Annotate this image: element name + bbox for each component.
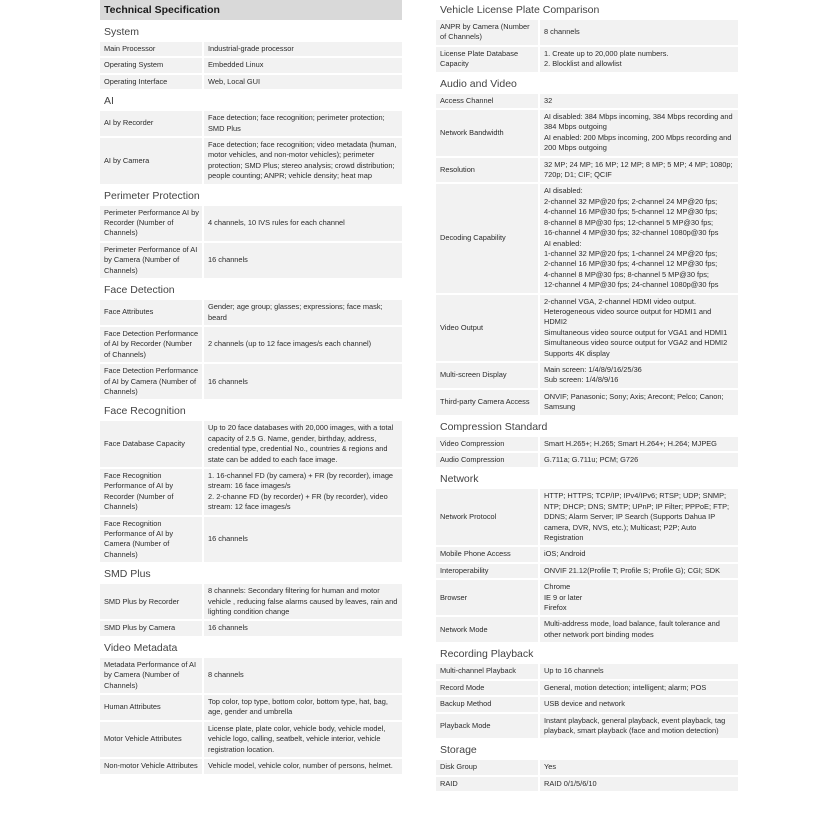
spec-label: Network Protocol bbox=[436, 489, 538, 545]
right-column bbox=[436, 0, 738, 793]
spec-row-face-database-capacity bbox=[100, 421, 402, 467]
spec-row-raid bbox=[436, 777, 738, 791]
spec-label: ANPR by Camera (Number of Channels) bbox=[436, 20, 538, 45]
spec-label: Video Compression bbox=[436, 437, 538, 451]
spec-row-license-plate-database-capacity bbox=[436, 47, 738, 72]
spec-value: AI disabled: 2-channel 32 MP@20 fps; 2-channel 24 MP@20 fps; 4-channel 16 MP@30 fps; 5-channel 12 MP@30 fps; 8-channel 8 MP@30 fps; 12-channel 5 MP@30 fps; 16-channel 4 MP@30 fps; 32-channel 1080p@30 fps AI enabled: 1-channel 32 MP@20 fps; 1-channel 24 MP@20 fps; 2-channel 16 MP@30 fps; 4-channel 12 MP@30 fps; 4-channel 8 MP@30 fps; 8-channel 5 MP@30 fps; 12-channel 4 MP@30 fps; 24-channel 1080p@30 fps bbox=[540, 184, 738, 292]
spec-value: Main screen: 1/4/8/9/16/25/36 Sub screen: 1/4/8/9/16 bbox=[540, 363, 738, 388]
spec-label: Face Database Capacity bbox=[100, 421, 202, 467]
section-header-network: Network bbox=[440, 473, 479, 486]
section-header-perimeter-protection: Perimeter Protection bbox=[104, 189, 200, 202]
spec-value: iOS; Android bbox=[540, 547, 738, 561]
spec-value: 32 MP; 24 MP; 16 MP; 12 MP; 8 MP; 5 MP; 4 MP; 1080p; 720p; D1; CIF; QCIF bbox=[540, 158, 738, 183]
section-header-ai: AI bbox=[104, 95, 114, 108]
spec-value: Up to 16 channels bbox=[540, 664, 738, 678]
spec-label: Face Detection Performance of AI by Recorder (Number of Channels) bbox=[100, 327, 202, 362]
spec-row-face-attributes bbox=[100, 300, 402, 325]
spec-row-perimeter-performance-of-ai-by-camera-number-of-channels bbox=[100, 243, 402, 278]
spec-label: Audio Compression bbox=[436, 453, 538, 467]
spec-row-smd-plus-by-camera bbox=[100, 621, 402, 635]
spec-row-resolution bbox=[436, 158, 738, 183]
spec-value: RAID 0/1/5/6/10 bbox=[540, 777, 738, 791]
spec-value: USB device and network bbox=[540, 697, 738, 711]
spec-label: Face Detection Performance of AI by Camera (Number of Channels) bbox=[100, 364, 202, 399]
spec-value: 16 channels bbox=[204, 243, 402, 278]
spec-value: Instant playback, general playback, event playback, tag playback, smart playback (face and motion detection) bbox=[540, 714, 738, 739]
spec-row-face-detection-performance-of-ai-by-camera-number-of-channels bbox=[100, 364, 402, 399]
spec-row-anpr-by-camera-number-of-channels bbox=[436, 20, 738, 45]
section-header-vehicle-license-plate-comparison: Vehicle License Plate Comparison bbox=[440, 4, 600, 16]
spec-label: AI by Recorder bbox=[100, 111, 202, 136]
spec-row-multi-channel-playback bbox=[436, 664, 738, 678]
spec-row-face-recognition-performance-of-ai-by-camera-number-of-channels bbox=[100, 517, 402, 563]
spec-row-network-bandwidth bbox=[436, 110, 738, 156]
section-header-audio-and-video: Audio and Video bbox=[440, 77, 517, 90]
section-header-recording-playback: Recording Playback bbox=[440, 648, 534, 661]
spec-label: Network Bandwidth bbox=[436, 110, 538, 156]
section-header-compression-standard: Compression Standard bbox=[440, 420, 548, 433]
section-header-video-metadata: Video Metadata bbox=[104, 641, 178, 654]
spec-value: 8 channels: Secondary filtering for human and motor vehicle , reducing false alarms caused by leaves, rain and lighting condition change bbox=[204, 584, 402, 619]
spec-value: 8 channels bbox=[204, 658, 402, 693]
spec-value: Industrial-grade processor bbox=[204, 42, 402, 56]
spec-row-operating-interface bbox=[100, 75, 402, 89]
spec-label: Mobile Phone Access bbox=[436, 547, 538, 561]
spec-label: Operating Interface bbox=[100, 75, 202, 89]
spec-row-network-mode bbox=[436, 617, 738, 642]
spec-label: Main Processor bbox=[100, 42, 202, 56]
spec-value: AI disabled: 384 Mbps incoming, 384 Mbps recording and 384 Mbps outgoing AI enabled: 200 Mbps incoming, 200 Mbps recording and 200 Mbps outgoing bbox=[540, 110, 738, 156]
spec-value: Embedded Linux bbox=[204, 58, 402, 72]
spec-label: Face Recognition Performance of AI by Camera (Number of Channels) bbox=[100, 517, 202, 563]
spec-value: General, motion detection; intelligent; alarm; POS bbox=[540, 681, 738, 695]
spec-value: Vehicle model, vehicle color, number of persons, helmet. bbox=[204, 759, 402, 773]
spec-value: 2-channel VGA, 2-channel HDMI video output. Heterogeneous video source output for HDMI1 and HDMI2 Simultaneous video source output for VGA1 and HDMI1 Simultaneous video source output for VGA2 and HDMI2 Supports 4K display bbox=[540, 295, 738, 361]
spec-row-disk-group bbox=[436, 760, 738, 774]
spec-label: Perimeter Performance of AI by Camera (Number of Channels) bbox=[100, 243, 202, 278]
spec-label: Backup Method bbox=[436, 697, 538, 711]
spec-value: Yes bbox=[540, 760, 738, 774]
spec-value: ONVIF 21.12(Profile T; Profile S; Profile G); CGI; SDK bbox=[540, 564, 738, 578]
spec-label: Operating System bbox=[100, 58, 202, 72]
spec-label: Network Mode bbox=[436, 617, 538, 642]
spec-label: Interoperability bbox=[436, 564, 538, 578]
spec-value: 1. Create up to 20,000 plate numbers. 2. Blocklist and allowlist bbox=[540, 47, 738, 72]
spec-value: Web, Local GUI bbox=[204, 75, 402, 89]
spec-row-metadata-performance-of-ai-by-camera-number-of-channels bbox=[100, 658, 402, 693]
spec-row-record-mode bbox=[436, 681, 738, 695]
spec-value: 32 bbox=[540, 94, 738, 108]
spec-value: ONVIF; Panasonic; Sony; Axis; Arecont; Pelco; Canon; Samsung bbox=[540, 390, 738, 415]
spec-row-network-protocol bbox=[436, 489, 738, 545]
spec-row-multi-screen-display bbox=[436, 363, 738, 388]
spec-row-video-output bbox=[436, 295, 738, 361]
spec-label: Video Output bbox=[436, 295, 538, 361]
spec-label: Metadata Performance of AI by Camera (Number of Channels) bbox=[100, 658, 202, 693]
spec-value: Multi-address mode, load balance, fault tolerance and other network port binding modes bbox=[540, 617, 738, 642]
spec-label: Decoding Capability bbox=[436, 184, 538, 292]
spec-value: HTTP; HTTPS; TCP/IP; IPv4/IPv6; RTSP; UDP; SNMP; NTP; DHCP; DNS; SMTP; UPnP; IP Filter; PPPoE; FTP; DDNS; Alarm Server; IP Search (Supports Dahua IP camera, DVR, NVS, etc.); Multicast; P2P; Auto Registration bbox=[540, 489, 738, 545]
spec-label: RAID bbox=[436, 777, 538, 791]
spec-value: Gender; age group; glasses; expressions; face mask; beard bbox=[204, 300, 402, 325]
spec-row-smd-plus-by-recorder bbox=[100, 584, 402, 619]
spec-row-decoding-capability bbox=[436, 184, 738, 292]
spec-row-audio-compression bbox=[436, 453, 738, 467]
spec-label: Face Recognition Performance of AI by Recorder (Number of Channels) bbox=[100, 469, 202, 515]
spec-row-mobile-phone-access bbox=[436, 547, 738, 561]
spec-label: Disk Group bbox=[436, 760, 538, 774]
spec-value: License plate, plate color, vehicle body, vehicle model, vehicle logo, calling, seatbelt, vehicle interior, vehicle registration location. bbox=[204, 722, 402, 757]
spec-label: Browser bbox=[436, 580, 538, 615]
spec-label: Playback Mode bbox=[436, 714, 538, 739]
spec-label: Face Attributes bbox=[100, 300, 202, 325]
spec-label: Perimeter Performance AI by Recorder (Number of Channels) bbox=[100, 206, 202, 241]
spec-label: Multi-channel Playback bbox=[436, 664, 538, 678]
spec-row-playback-mode bbox=[436, 714, 738, 739]
spec-value: 4 channels, 10 IVS rules for each channel bbox=[204, 206, 402, 241]
spec-row-ai-by-camera bbox=[100, 138, 402, 184]
spec-value: Face detection; face recognition; video metadata (human, motor vehicles, and non-motor vehicles); perimeter protection; SMD Plus; stereo analysis; crowd distribution; people counting; ANPR; vehicle density; heat map bbox=[204, 138, 402, 184]
section-header-face-detection: Face Detection bbox=[104, 284, 175, 297]
spec-value: Face detection; face recognition; perimeter protection; SMD Plus bbox=[204, 111, 402, 136]
spec-value: Top color, top type, bottom color, bottom type, hat, bag, age, gender and umbrella bbox=[204, 695, 402, 720]
spec-label: License Plate Database Capacity bbox=[436, 47, 538, 72]
spec-label: Resolution bbox=[436, 158, 538, 183]
section-header-storage: Storage bbox=[440, 744, 477, 757]
section-header-face-recognition: Face Recognition bbox=[104, 405, 186, 418]
spec-row-non-motor-vehicle-attributes bbox=[100, 759, 402, 773]
spec-value: G.711a; G.711u; PCM; G726 bbox=[540, 453, 738, 467]
spec-label: Human Attributes bbox=[100, 695, 202, 720]
spec-row-motor-vehicle-attributes bbox=[100, 722, 402, 757]
spec-value: 16 channels bbox=[204, 621, 402, 635]
spec-label: Record Mode bbox=[436, 681, 538, 695]
spec-row-backup-method bbox=[436, 697, 738, 711]
spec-value: 2 channels (up to 12 face images/s each channel) bbox=[204, 327, 402, 362]
section-header-smd-plus: SMD Plus bbox=[104, 568, 151, 581]
spec-value: Chrome IE 9 or later Firefox bbox=[540, 580, 738, 615]
spec-label: Non-motor Vehicle Attributes bbox=[100, 759, 202, 773]
spec-row-face-detection-performance-of-ai-by-recorder-number-of-channels bbox=[100, 327, 402, 362]
spec-row-interoperability bbox=[436, 564, 738, 578]
spec-value: 8 channels bbox=[540, 20, 738, 45]
spec-value: 16 channels bbox=[204, 364, 402, 399]
spec-label: AI by Camera bbox=[100, 138, 202, 184]
page-title: Technical Specification bbox=[100, 0, 402, 20]
spec-label: SMD Plus by Camera bbox=[100, 621, 202, 635]
spec-row-ai-by-recorder bbox=[100, 111, 402, 136]
spec-label: Motor Vehicle Attributes bbox=[100, 722, 202, 757]
spec-value: Smart H.265+; H.265; Smart H.264+; H.264; MJPEG bbox=[540, 437, 738, 451]
spec-label: Third-party Camera Access bbox=[436, 390, 538, 415]
spec-label: Multi-screen Display bbox=[436, 363, 538, 388]
spec-row-operating-system bbox=[100, 58, 402, 72]
spec-label: Access Channel bbox=[436, 94, 538, 108]
spec-row-third-party-camera-access bbox=[436, 390, 738, 415]
spec-row-video-compression bbox=[436, 437, 738, 451]
spec-row-human-attributes bbox=[100, 695, 402, 720]
spec-value: 16 channels bbox=[204, 517, 402, 563]
spec-row-access-channel bbox=[436, 94, 738, 108]
section-header-system: System bbox=[104, 26, 140, 38]
spec-label: SMD Plus by Recorder bbox=[100, 584, 202, 619]
spec-row-browser bbox=[436, 580, 738, 615]
spec-row-face-recognition-performance-of-ai-by-recorder-number-of-channels bbox=[100, 469, 402, 515]
spec-value: Up to 20 face databases with 20,000 images, with a total capacity of 2.5 G. Name, gender, birthday, address, credential type, credential No., countries & regions and state can be added to each face image. bbox=[204, 421, 402, 467]
spec-row-perimeter-performance-ai-by-recorder-number-of-channels bbox=[100, 206, 402, 241]
spec-value: 1. 16-channel FD (by camera) + FR (by recorder), image stream: 16 face images/s 2. 2-channe FD (by recorder) + FR (by recorder), video stream: 12 face images/s bbox=[204, 469, 402, 515]
left-column bbox=[100, 0, 402, 776]
spec-row-main-processor bbox=[100, 42, 402, 56]
